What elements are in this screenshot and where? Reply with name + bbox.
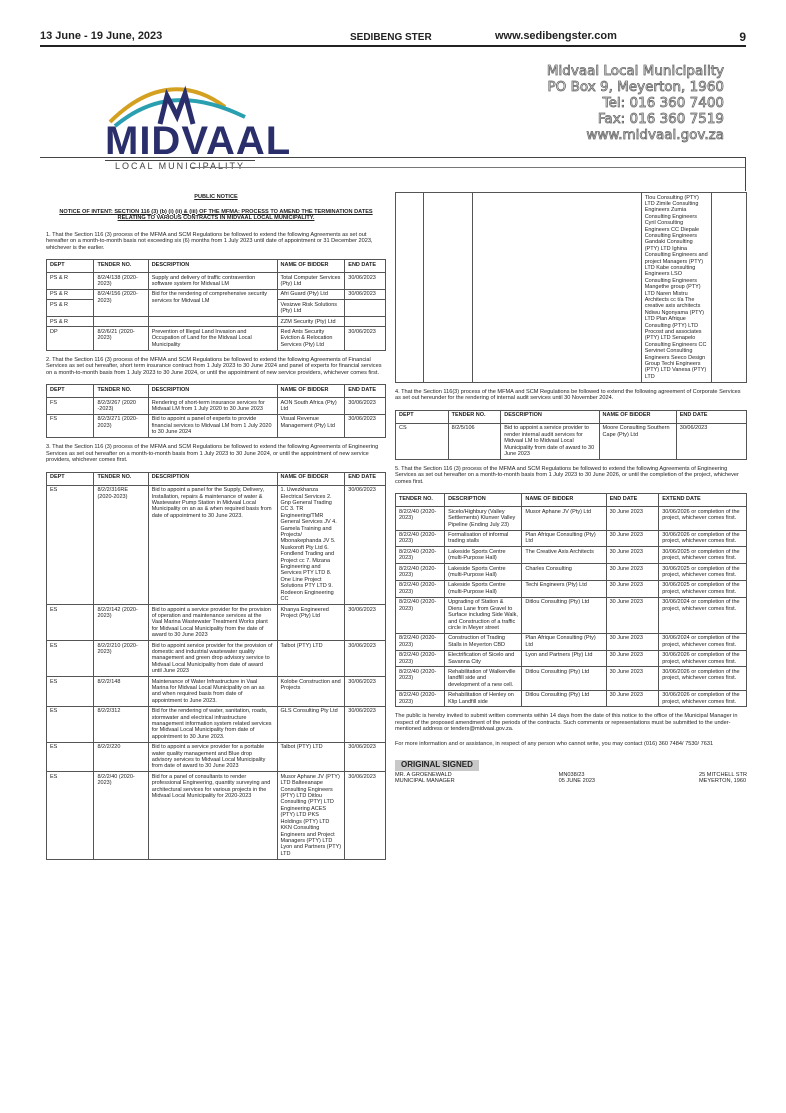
table-row: [396, 597, 747, 633]
cell-bidder: Tlou Consulting (PTY) LTD Zimile Consulting Engineers Zumia Consulting Engineers Cyril Consulting Engineers CC Diepale Consulting Engineers Gandaki Consulting (PTY) LTD Ighina Consulting Engineers and project Managers (PTY) LTD Kabe consulting Engineers LSO Consulting Engineers Mangethe group (PTY) LTD Naren Mistru Architects cc t/a The creative axis architects Ndiwu Ngonyama (PTY) LTD Plan Afrique Consulting (PTY) LTD Procost and associates (PTY) LTD Senapelo Consulting Engineers CC Servinet Consulting Engineers Seeco Design Group Techi Engineers (PTY) LTD Vanesa (PTY) LTD: [641, 193, 711, 383]
notice-date: 05 JUNE 2023: [558, 778, 596, 785]
cell-description: Bid to appoint a service provider for the provision of operation and maintenance services at the Vaal Marina Wastewater Treatment Works plant for Midvaal Local Municipality from the date of award to 30 June 2023: [148, 605, 277, 641]
col-header: END DATE: [345, 472, 386, 485]
cell-end-date: 30 June 2023: [606, 690, 659, 707]
header-rule: [40, 45, 746, 47]
table-financial-services: [46, 384, 386, 438]
table-row: [47, 398, 386, 415]
cell-end-date: 30 June 2023: [606, 530, 659, 547]
cell-dept: ES: [47, 485, 94, 604]
cell-dept: PS & R: [47, 317, 94, 327]
cell-description: Maintenance of Water Infrastructure in Vaal Marina for Midvaal Local Municipality on an as and when required basis from date of appointment to June 2023.: [148, 677, 277, 707]
cell-dept: ES: [47, 641, 94, 677]
cell-tender: 8/2/2/40 (2020-2023): [94, 772, 148, 859]
paragraph-3: 3. That the Section 116 (3) process of the MFMA and SCM Regulations be followed to extend the following Agreements of Engineering Services as set out hereafter on a month-to-month basis from 1 July 2023 to 30 June 2024, or until the appointment of new service providers, whichever comes first.: [46, 444, 379, 464]
table-row: [47, 641, 386, 677]
cell-bidder: Techi Engineers (Pty) Ltd: [522, 580, 606, 597]
cell-description: Bid for the rendering of water, sanitation, roads, stormwater and electrical infrastructure management information system related services for Midvaal Local Municipality from date of appointment to 30 June 2023.: [148, 706, 277, 742]
table-row: [396, 667, 747, 690]
table-project-extensions: [395, 493, 747, 707]
col-header: DEPT: [396, 410, 449, 423]
cell-dept: ES: [47, 742, 94, 772]
col-header: NAME OF BIDDER: [277, 385, 345, 398]
logo-subtitle: LOCAL MUNICIPALITY: [105, 160, 255, 171]
cell-bidder: Khanya Engineered Project (Pty) Ltd: [277, 605, 345, 641]
cell-extend-date: 30/06/2025 or completion of the project, whichever comes first.: [659, 564, 747, 581]
cell-tender: 8/2/2/40 (2020-2023): [396, 564, 445, 581]
invite-paragraph: The public is hereby invited to submit written comments within 14 days from the date of this notice to the office of the Municipal Manager in respect of the proposed amendment of the periods of the contracts. Such comments or representations must be submitted to the under-mentioned address or tenders@midvaal.gov.za.: [395, 713, 738, 733]
cell-end-date: 30/06/2023: [345, 742, 386, 772]
cell-bidder: GLS Consulting Pty Ltd: [277, 706, 345, 742]
cell-extend-date: 30/06/2026 or completion of the project, whichever comes first.: [659, 690, 747, 707]
table-engineering-services: [46, 472, 386, 860]
cell-bidder: Musor Aphane JV (PTY) LTD Balteeanape Consulting Engineers (PTY) LTD Ditlou Consulting (PTY) LTD Engineering ACES (PTY) LTD PKS Holdings (PTY) LTD KKN Consulting Engineers and Project Managers (PTY) LTD Lyon and Partners (PTY) LTD: [277, 772, 345, 859]
cell-tender: 8/2/5/106: [448, 423, 501, 459]
signatory-name: MR. A GROENEWALD: [395, 771, 452, 778]
cell-tender: 8/2/2/40 (2020-2023): [396, 650, 445, 667]
paragraph-2: 2. That the Section 116 (3) process of the MFMA and SCM Regulations be followed to extend the following Agreements of Financial Services as set out hereafter, short term insurance contract from 1 July 2023 to 30 June 2024 and panel of experts for financial services on a month-to-month basis from 1 July 2023 to 30 June 2024, or until the appointment of new service providers, whichever comes first.: [46, 356, 382, 376]
cell-end-date: 30/06/2023: [345, 641, 386, 677]
cell-tender: 8/2/2/316RE (2020-2023): [94, 485, 148, 604]
cell-dept: ES: [47, 605, 94, 641]
col-header: EXTEND DATE: [659, 494, 747, 507]
cell-end-date: 30 June 2023: [606, 667, 659, 690]
cell-bidder: Talbot (PTY) LTD: [277, 742, 345, 772]
cell-end-date: 30/06/2023: [345, 706, 386, 742]
cell-tender: 8/2/2/40 (2020-2023): [396, 547, 445, 564]
right-column: [395, 192, 747, 785]
notice-title: PUBLIC NOTICE: [194, 194, 238, 200]
address-line-2: MEYERTON, 1960: [699, 778, 747, 785]
cell-tender: 8/2/2/40 (2020-2023): [396, 690, 445, 707]
cell-description: [148, 317, 277, 327]
cell-extend-date: 30/06/2025 or completion of the project, whichever comes first.: [659, 580, 747, 597]
logo-name: MIDVAAL: [105, 119, 292, 163]
col-header: TENDER NO.: [396, 494, 445, 507]
cell-end-date: 30/06/2023: [345, 772, 386, 859]
info-paragraph: For more information and or assistance, in respect of any person who cannot write, you may contact (016) 360 7484/ 7530/ 7631: [395, 740, 714, 747]
cell-tender: 8/2/2/40 (2020-2023): [396, 530, 445, 547]
col-header: END DATE: [345, 385, 386, 398]
cell-tender: 8/2/2/142 (2020-2023): [94, 605, 148, 641]
cell-description: Bid for the rendering of comprehensive security services for Midvaal LM: [148, 289, 277, 316]
cell-bidder: Kolobe Construction and Projects: [277, 677, 345, 707]
cell-bidder: 1. Uwezkhanza Electrical Services 2. Gnp General Trading CC 3. TR Engineering/TMR General Services JV 4. Gamela Training and Projects/ Mbonakephanda JV 5. Nuskoroft Pty Ltd 6. Fondlend Trading and Project cc 7. Mizana Engineering and Services PTY LTD 8. One Line Project Solutions PTY LTD 9. Rodeeon Engineering CC: [277, 485, 345, 604]
cell-description: Bid to appoint a panel for the Supply, Delivery, Installation, repairs & maintenance of water & Wastewater Pump Station in Midvaal Local Municipality on an as & when required basis from date of appointment to 30 June 2023.: [148, 485, 277, 604]
cell-bidder: Ditlou Consulting (Pty) Ltd: [522, 667, 606, 690]
cell-description: Prevention of Illegal Land Invasion and Occupation of Land for the Midvaal Local Municipality: [148, 327, 277, 350]
cell-end-date: 30/06/2023: [345, 605, 386, 641]
cell-tender: 8/2/2/220: [94, 742, 148, 772]
cell-description: Bid to appoint a panel of experts to provide financial services to Midvaal LM from 1 July 2020 to 30 June 2024: [148, 414, 277, 437]
col-header: TENDER NO.: [94, 472, 148, 485]
cell-description: Rendering of short-term insurance services for Midvaal LM from 1 July 2020 to 30 June 2023: [148, 398, 277, 415]
cell-end-date: [345, 300, 386, 317]
cell-end-date: 30/06/2023: [345, 485, 386, 604]
cell-description: Supply and delivery of traffic contravention software system for Midvaal LM: [148, 273, 277, 290]
cell-end-date: 30 June 2023: [606, 597, 659, 633]
cell-dept: ES: [47, 772, 94, 859]
page-number: 9: [739, 30, 746, 44]
col-header: DESCRIPTION: [148, 260, 277, 273]
cell-dept: PS & R: [47, 273, 94, 290]
col-header: NAME OF BIDDER: [522, 494, 606, 507]
cell-extend-date: 30/06/2024 or completion of the project, whichever comes first.: [659, 597, 747, 633]
cell-end-date: 30/06/2023: [345, 273, 386, 290]
table-row: [47, 742, 386, 772]
cell-tender: 8/2/4/156 (2020-2023): [94, 289, 148, 316]
cell-tender: 8/2/2/40 (2020-2023): [396, 507, 445, 530]
cell-description: Electrification of Sicelo and Savanna City: [445, 650, 522, 667]
cell-bidder: Talbot (PTY) LTD: [277, 641, 345, 677]
cell-tender: 8/2/2/148: [94, 677, 148, 707]
table-row: [47, 273, 386, 290]
cell-tender: 8/2/2/40 (2020-2023): [396, 580, 445, 597]
cell-tender: 8/2/6/21 (2020-2023): [94, 327, 148, 350]
col-header: TENDER NO.: [94, 260, 148, 273]
table-row: [396, 507, 747, 530]
notice-intent: NOTICE OF INTENT: SECTION 116 (3) (b) (i) (ii) & (iii) OF THE MFMA: PROCESS TO AMEND THE TERMINATION DATES RELATING TO VARIOUS CONTRACTS IN MIDVAAL LOCAL MUNICIPALITY.: [59, 208, 373, 221]
cell-bidder: AON South Africa (Pty) Ltd: [277, 398, 345, 415]
cell-bidder: Plan Afrique Consulting (Pty) Ltd: [522, 633, 606, 650]
paper-name: SEDIBENG STER: [350, 32, 432, 43]
table-engineering-continued: [395, 192, 747, 383]
cell-description: Rehabilitation of Walkerville landfill side and development of a new cell.: [445, 667, 522, 690]
table-row: [396, 193, 747, 383]
paragraph-1: 1. That the Section 116 (3) process of the MFMA and SCM Regulations be followed to extend the following Agreements as set out hereafter on a month-to-month basis not exceeding six (6) months from 1 July 2023 until date of appointment or 31 December 2023, whichever is the earlier.: [46, 231, 373, 251]
contact-org: Midvaal Local Municipality: [546, 63, 724, 79]
col-header: NAME OF BIDDER: [277, 472, 345, 485]
table-row: [396, 633, 747, 650]
contact-block: [547, 63, 724, 143]
cell-end-date: [345, 317, 386, 327]
col-header: TENDER NO.: [94, 385, 148, 398]
signatory-title: MUNICIPAL MANAGER: [395, 778, 455, 785]
table-row: [47, 414, 386, 437]
cell-bidder: ZZM Security (Pty) Ltd: [277, 317, 345, 327]
col-header: TENDER NO.: [448, 410, 501, 423]
table-header-row: [396, 410, 747, 423]
cell-extend-date: 30/06/2026 or completion of the project, whichever comes first.: [659, 530, 747, 547]
cell-tender: 8/2/2/40 (2020-2023): [396, 667, 445, 690]
cell-dept: PS & R: [47, 289, 94, 299]
cell-end-date: 30/06/2023: [345, 677, 386, 707]
cell-end-date: 30 June 2023: [606, 507, 659, 530]
table-row: [396, 564, 747, 581]
table-row: [396, 547, 747, 564]
cell-bidder: Visual Revenue Management (Pty) Ltd: [277, 414, 345, 437]
table-security-services: [46, 259, 386, 351]
cell-tender: 8/2/2/210 (2020-2023): [94, 641, 148, 677]
address-line-1: 25 MITCHELL STR: [699, 771, 747, 778]
cell-description: Formalisation of informal trading stalls: [445, 530, 522, 547]
table-header-row: [47, 472, 386, 485]
cell-bidder: Afri Guard (Pty) Ltd: [277, 289, 345, 299]
cell-end-date: 30/06/2023: [345, 414, 386, 437]
cell-extend-date: 30/06/2025 or completion of the project, whichever comes first.: [659, 547, 747, 564]
cell-end-date: 30/06/2023: [345, 289, 386, 299]
banner-frame: [40, 157, 746, 191]
cell-bidder: Plan Afrique Consulting (Pty) Ltd: [522, 530, 606, 547]
paragraph-5: 5. That the Section 116 (3) process of the MFMA and SCM Regulations be followed to extend the following Agreements of Engineering Services as set out hereafter on a month-to-month basis from 1 July 2023 to 30 June 2026, or until the completion of the project, whichever comes first.: [395, 465, 739, 485]
cell-extend-date: 30/06/2026 or completion of the project, whichever comes first.: [659, 650, 747, 667]
cell-bidder: Red Ants Security Eviction & Relocation Services (Pty) Ltd: [277, 327, 345, 350]
table-row: [47, 485, 386, 604]
cell-bidder: The Creative Axis Architects: [522, 547, 606, 564]
table-row: [396, 690, 747, 707]
table-corporate-services: [395, 410, 747, 460]
col-header: DESCRIPTION: [501, 410, 599, 423]
table-row: [47, 605, 386, 641]
contact-address: PO Box 9, Meyerton, 1960: [547, 79, 724, 95]
col-header: DESCRIPTION: [148, 472, 277, 485]
cell-description: Lakeside Sports Centre (multi-Purpose Hall): [445, 564, 522, 581]
cell-end-date: 30/06/2023: [345, 327, 386, 350]
cell-dept: PS & R: [47, 300, 94, 317]
cell-description: Bid to appoint service provider for the provision of domestic and industrial wastewater quality management and green drop advisory service to Midvaal Local Municipality from date of award until June 2023: [148, 641, 277, 677]
cell-dept: ES: [47, 706, 94, 742]
cell-bidder: Total Computer Services (Pty) Ltd: [277, 273, 345, 290]
col-header: NAME OF BIDDER: [599, 410, 676, 423]
cell-tender: 8/2/2/40 (2020-2023): [396, 597, 445, 633]
cell-end-date: 30 June 2023: [606, 580, 659, 597]
cell-bidder: Ditlou Consulting (Pty) Ltd: [522, 597, 606, 633]
col-header: DESCRIPTION: [148, 385, 277, 398]
cell-extend-date: 30/06/2024 or completion of the project, whichever comes first.: [659, 633, 747, 650]
cell-tender: [94, 317, 148, 327]
signature-block: [395, 772, 747, 785]
cell-tender: 8/2/2/40 (2020-2023): [396, 633, 445, 650]
contact-fax: Fax: 016 360 7519: [597, 111, 724, 127]
cell-bidder: Vesizwe Risk Solutions (Pty) Ltd: [277, 300, 345, 317]
cell-dept: CS: [396, 423, 449, 459]
cell-dept: FS: [47, 398, 94, 415]
left-column: [46, 192, 386, 860]
table-row: [396, 580, 747, 597]
cell-bidder: Lyon and Partners (Pty) Ltd: [522, 650, 606, 667]
table-row: [47, 677, 386, 707]
col-header: END DATE: [345, 260, 386, 273]
contact-tel: Tel: 016 360 7400: [602, 95, 724, 111]
table-row: [47, 327, 386, 350]
col-header: DEPT: [47, 260, 94, 273]
cell-end-date: 30 June 2023: [606, 547, 659, 564]
table-row: [47, 317, 386, 327]
page-header: [40, 30, 746, 44]
table-row: [47, 289, 386, 299]
table-row: [396, 530, 747, 547]
cell-description: Bid for a panel of consultants to render professional Engineering, quantity surveying and architectural services for various projects in the Midvaal Local Municipality for 2020-2023: [148, 772, 277, 859]
website-link[interactable]: www.sedibengster.com: [495, 30, 617, 42]
table-row: [47, 772, 386, 859]
table-header-row: [47, 385, 386, 398]
cell-tender: 8/2/3/271 (2020-2023): [94, 414, 148, 437]
col-header: DEPT: [47, 385, 94, 398]
cell-dept: FS: [47, 414, 94, 437]
cell-end-date: 30 June 2023: [606, 564, 659, 581]
notice-ref: MN038/23: [558, 771, 585, 778]
cell-extend-date: 30/06/2026 or completion of the project, whichever comes first.: [659, 507, 747, 530]
issue-date: 13 June - 19 June, 2023: [40, 30, 163, 42]
midvaal-logo: [105, 82, 292, 171]
table-header-row: [47, 260, 386, 273]
cell-extend-date: 30/06/2026 or completion of the project, whichever comes first.: [659, 667, 747, 690]
cell-bidder: Musor Aphane JV (Pty) Ltd: [522, 507, 606, 530]
cell-description: Bid to appoint a service provider for a portable water quality management and Blue drop advisory services to Midvaal Local Municipality from date of award to 30 June 2023: [148, 742, 277, 772]
cell-tender: 8/2/4/138 (2020-2023): [94, 273, 148, 290]
cell-description: Lakeside Sports Centre (multi-Purpose Hall): [445, 547, 522, 564]
col-header: END DATE: [606, 494, 659, 507]
table-header-row: [396, 494, 747, 507]
cell-end-date: 30 June 2023: [606, 650, 659, 667]
cell-bidder: Moore Consulting Southern Cape (Pty) Ltd: [599, 423, 676, 459]
cell-end-date: 30/06/2023: [345, 398, 386, 415]
original-signed-label: ORIGINAL SIGNED: [395, 760, 479, 771]
cell-tender: 8/2/3/267 (2020 -2023): [94, 398, 148, 415]
cell-bidder: Charles Consulting: [522, 564, 606, 581]
col-header: DESCRIPTION: [445, 494, 522, 507]
table-row: [396, 650, 747, 667]
table-row: [396, 423, 747, 459]
cell-description: Upgrading of Station & Diens Lane from Gravel to Surface including Side Walk, and Construction of a traffic circle in Meyer street: [445, 597, 522, 633]
table-row: [47, 706, 386, 742]
cell-dept: ES: [47, 677, 94, 707]
cell-tender: 8/2/2/312: [94, 706, 148, 742]
paragraph-4: 4. That the Section 116(3) process of the MFMA and SCM Regulations be followed to extend the following agreement of Corporate Services as set out hereunder for the rendering of internal audit services until 30 November 2024.: [395, 388, 741, 402]
cell-end-date: 30 June 2023: [606, 633, 659, 650]
cell-bidder: Ditlou Consulting (Pty) Ltd: [522, 690, 606, 707]
cell-description: Sicelo/Highbury (Valley Settlements) Klunver Valley Pipeline (Ending July 23): [445, 507, 522, 530]
cell-description: Rehabilitation of Henley on Klip Landfill side: [445, 690, 522, 707]
cell-description: Lakeside Sports Centre (multi-Purpose Hall): [445, 580, 522, 597]
cell-end-date: 30/06/2023: [676, 423, 746, 459]
contact-web[interactable]: www.midvaal.gov.za: [586, 127, 724, 143]
cell-description: Construction of Trading Stalls in Meyerton CBD: [445, 633, 522, 650]
col-header: NAME OF BIDDER: [277, 260, 345, 273]
cell-description: Bid to appoint a service provider to render internal audit services for Midvaal LM to Midvaal Local Municipality from date of award to 30 June 2023: [501, 423, 599, 459]
col-header: DEPT: [47, 472, 94, 485]
col-header: END DATE: [676, 410, 746, 423]
cell-dept: DP: [47, 327, 94, 350]
